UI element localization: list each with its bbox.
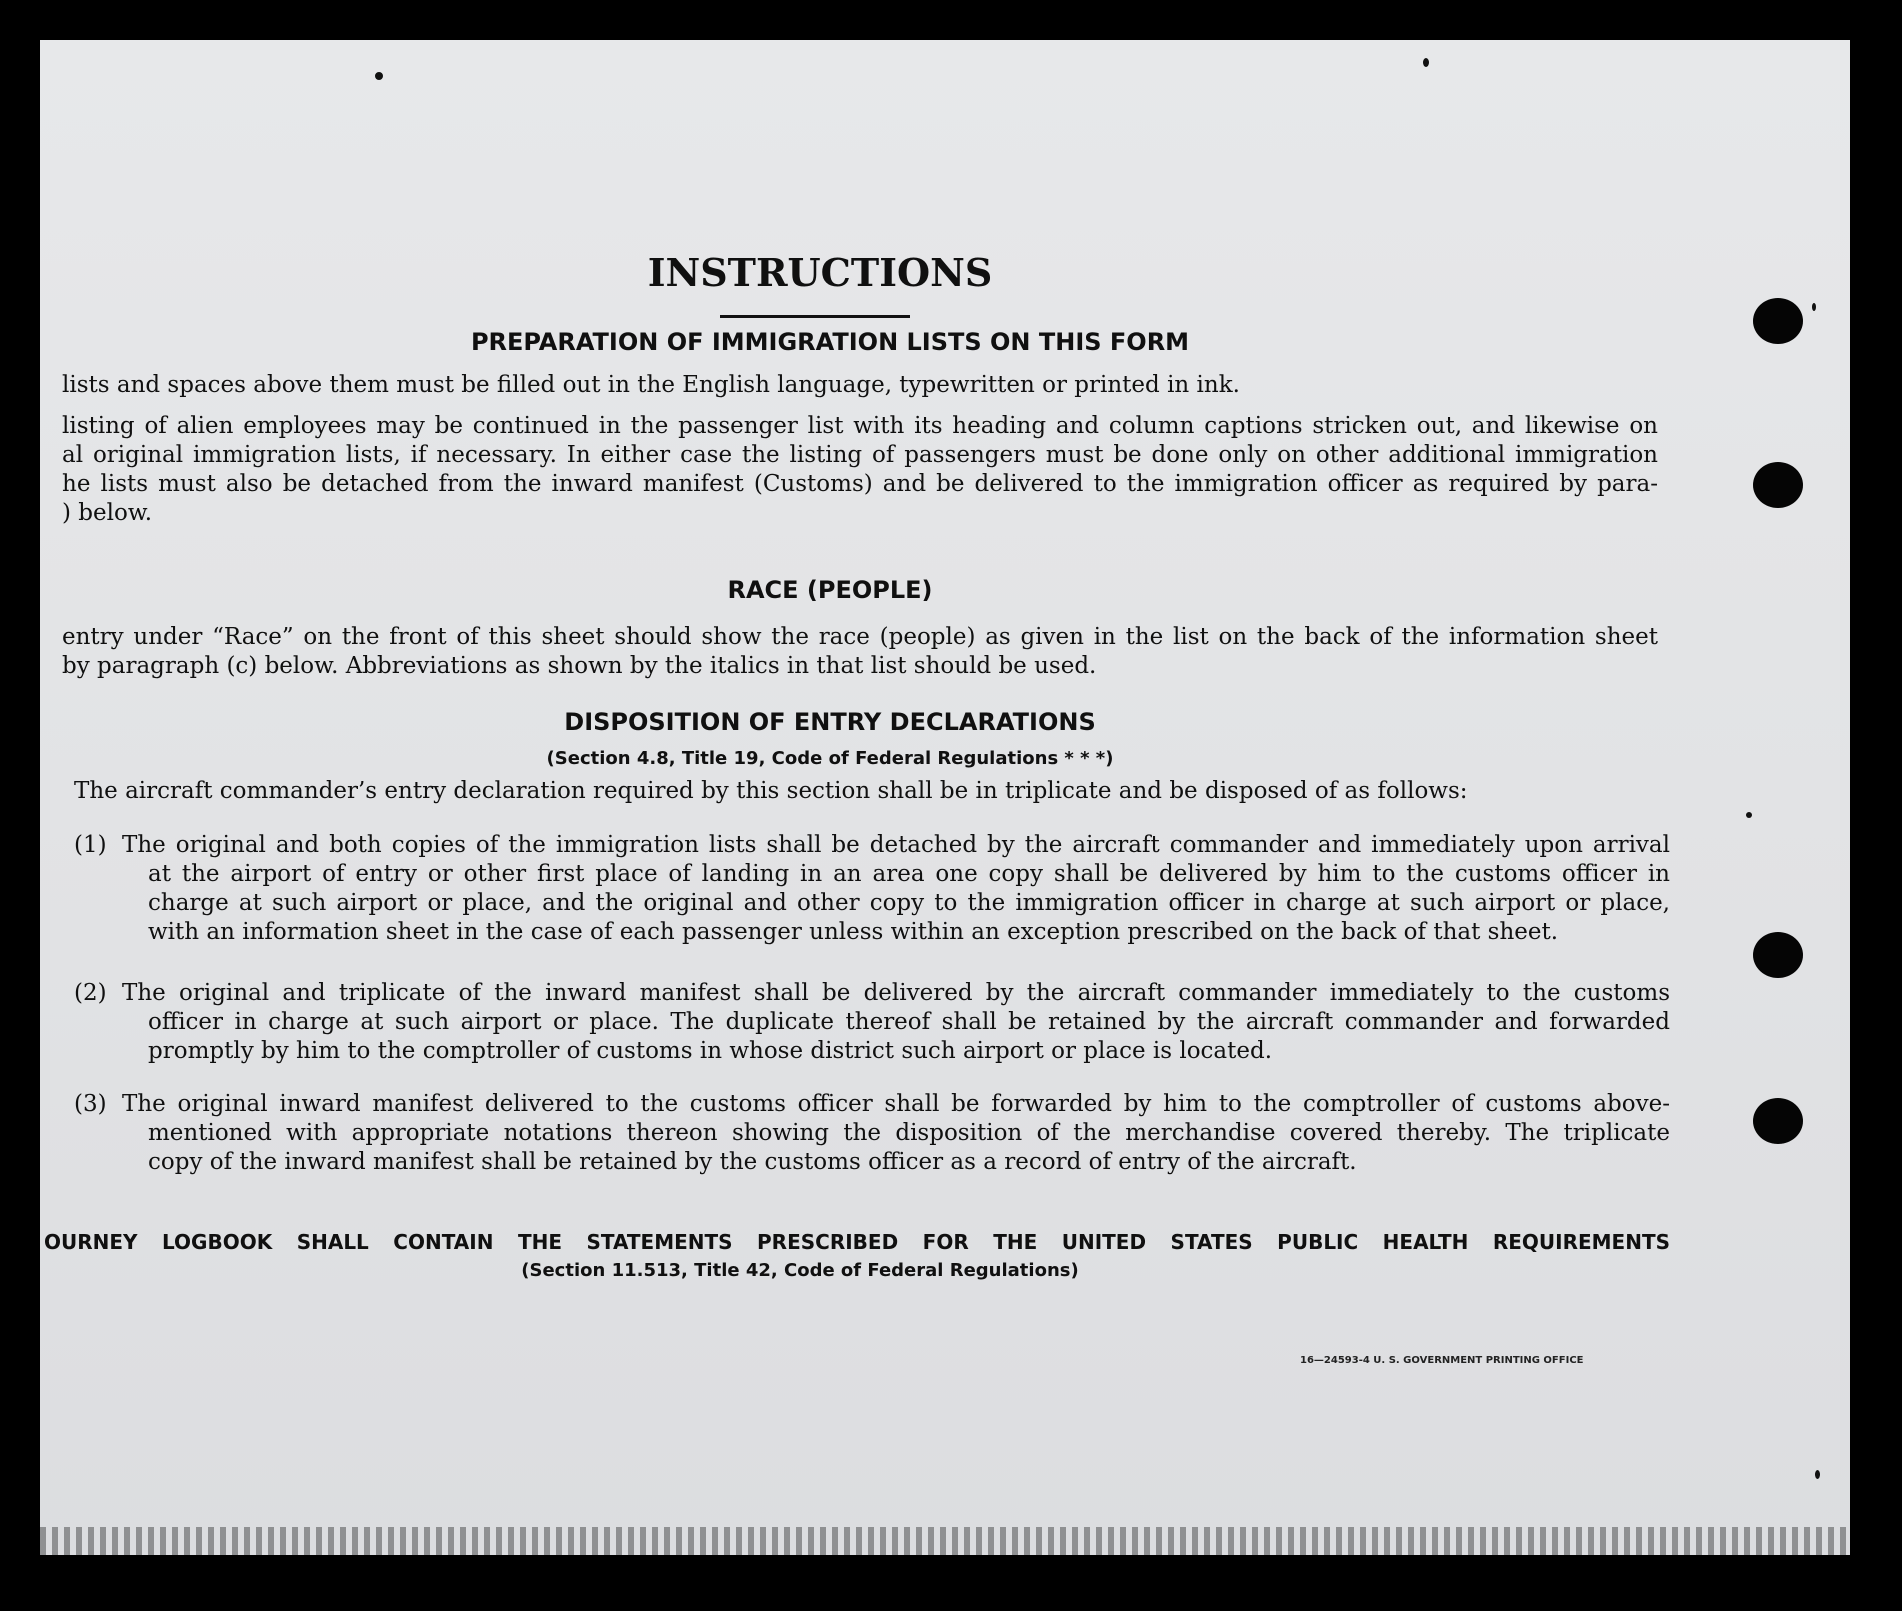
show-through-text <box>690 98 698 128</box>
item-line: The original and triplicate of the inward manifest shall be delivered by the aircraft commander immediately to the customs <box>122 980 1670 1006</box>
torn-edge <box>40 1527 1850 1555</box>
speck <box>1423 58 1429 67</box>
item-line: copy of the inward manifest shall be retained by the customs officer as a record of entry of the aircraft. <box>148 1149 1357 1175</box>
page-title: INSTRUCTIONS <box>647 250 993 295</box>
document-page <box>40 40 1850 1555</box>
paragraph-line: he lists must also be detached from the inward manifest (Customs) and be delivered to the immigration officer as required by para- <box>62 471 1658 497</box>
item-line: The original inward manifest delivered to the customs officer shall be forwarded by him to the comptroller of customs above- <box>122 1091 1670 1117</box>
section-heading-race: RACE (PEOPLE) <box>727 576 933 604</box>
punch-hole <box>1753 462 1803 508</box>
speck <box>1812 303 1816 311</box>
section-heading-disposition: DISPOSITION OF ENTRY DECLARATIONS <box>564 708 1096 736</box>
paragraph-line: lists and spaces above them must be filled out in the English language, typewritten or printed in ink. <box>62 372 1240 398</box>
punch-hole <box>1753 1098 1803 1144</box>
punch-hole <box>1753 932 1803 978</box>
paragraph-line: by paragraph (c) below. Abbreviations as shown by the italics in that list should be used. <box>62 653 1097 679</box>
item-line: promptly by him to the comptroller of customs in whose district such airport or place is located. <box>148 1038 1273 1064</box>
title-underline <box>720 315 910 318</box>
printer-imprint: 16—24593-4 U. S. GOVERNMENT PRINTING OFFICE <box>1300 1355 1584 1366</box>
section-subheading: (Section 4.8, Title 19, Code of Federal Regulations * * *) <box>546 748 1114 769</box>
paragraph-line: ) below. <box>62 500 153 526</box>
punch-hole <box>1753 298 1803 344</box>
item-line: with an information sheet in the case of each passenger unless within an exception prescribed on the back of that sheet. <box>148 919 1559 945</box>
item-number: (1) <box>74 832 107 858</box>
section-heading-preparation: PREPARATION OF IMMIGRATION LISTS ON THIS FORM <box>470 328 1190 356</box>
item-line: The original and both copies of the immigration lists shall be detached by the aircraft commander and immediately upon arrival <box>122 832 1670 858</box>
item-line: charge at such airport or place, and the original and other copy to the immigration officer in charge at such airport or place, <box>148 890 1670 916</box>
item-number: (2) <box>74 980 107 1006</box>
item-line: at the airport of entry or other first place of landing in an area one copy shall be delivered by him to the customs officer in <box>148 861 1670 887</box>
speck <box>1815 1470 1820 1479</box>
paragraph-line: listing of alien employees may be continued in the passenger list with its heading and column captions stricken out, and likewise on <box>62 413 1658 439</box>
item-line: officer in charge at such airport or place. The duplicate thereof shall be retained by the aircraft commander and forwarded <box>148 1009 1670 1035</box>
speck <box>1746 812 1752 818</box>
footer-citation: (Section 11.513, Title 42, Code of Federal Regulations) <box>521 1260 1079 1281</box>
paragraph-line: entry under “Race” on the front of this sheet should show the race (people) as given in the list on the back of the information sheet <box>62 624 1658 650</box>
speck <box>375 72 383 80</box>
item-line: mentioned with appropriate notations thereon showing the disposition of the merchandise covered thereby. The triplicate <box>148 1120 1670 1146</box>
item-number: (3) <box>74 1091 107 1117</box>
paragraph-line: al original immigration lists, if necessary. In either case the listing of passengers must be done only on other additional immigration <box>62 442 1658 468</box>
footer-statement: OURNEY LOGBOOK SHALL CONTAIN THE STATEMENTS PRESCRIBED FOR THE UNITED STATES PUBLIC HEALTH REQUIREMENTS <box>44 1230 1670 1254</box>
paragraph-intro: The aircraft commander’s entry declaration required by this section shall be in triplicate and be disposed of as follows: <box>74 778 1468 804</box>
